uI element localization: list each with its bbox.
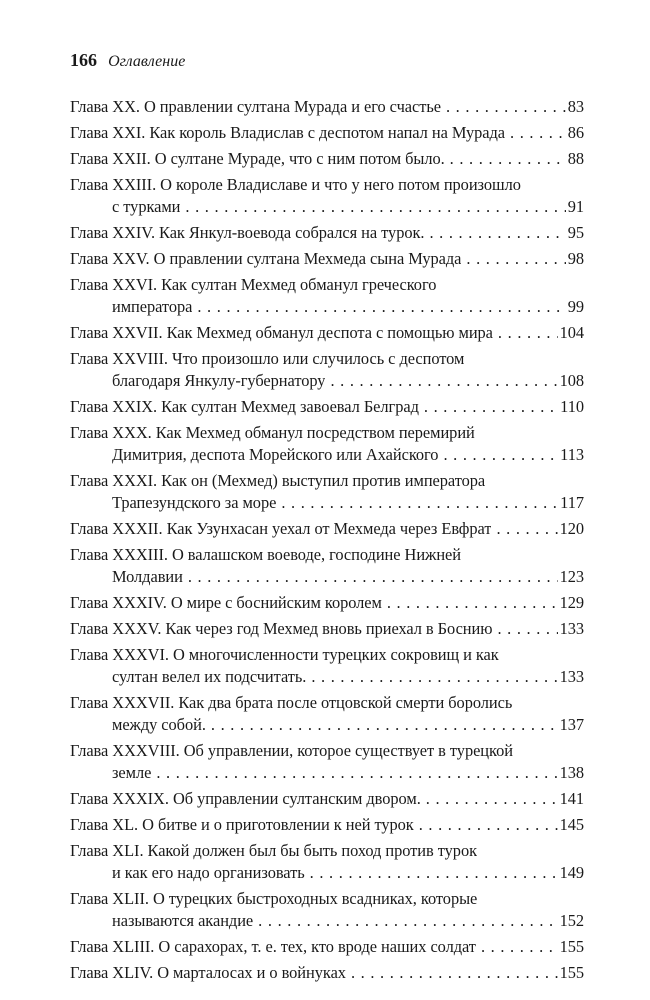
toc-entry-title-line xyxy=(70,644,584,666)
toc-entry-page-number: 155 xyxy=(559,963,584,982)
page-header xyxy=(70,50,185,74)
toc-entry-text: Глава XXXIX. Об управлении султанским двором. xyxy=(70,789,421,808)
toc-entry-title-line xyxy=(70,122,584,144)
toc-entry xyxy=(70,148,584,170)
toc-entry-page-number: 110 xyxy=(560,397,584,416)
dot-leader xyxy=(281,492,558,514)
toc-entry-title-line xyxy=(70,740,584,762)
toc-entry-page-number: 137 xyxy=(559,715,584,734)
toc-entry-text: Глава XXVI. Как султан Мехмед обманул греческого xyxy=(70,275,437,294)
toc-entry-text: Глава XXXVII. Как два брата после отцовской смерти боролись xyxy=(70,693,513,712)
toc-entry-title-line xyxy=(70,96,584,118)
toc-entry-page-number: 120 xyxy=(559,519,584,538)
toc-entry-continuation-line xyxy=(70,296,584,318)
toc-entry xyxy=(70,618,584,640)
toc-entry-title-line xyxy=(70,222,584,244)
toc-entry-text: Глава XXVII. Как Мехмед обманул деспота с помощью мира xyxy=(70,323,493,342)
toc-entry-text: Глава XXVIII. Что произошло или случилось с деспотом xyxy=(70,349,465,368)
dot-leader xyxy=(310,862,558,884)
toc-entry-title-line xyxy=(70,248,584,270)
toc-entry-text: с турками xyxy=(112,197,181,216)
toc-entry-page-number: 149 xyxy=(559,863,584,882)
toc-entry xyxy=(70,840,584,884)
toc-entry xyxy=(70,544,584,588)
toc-entry-text: Глава XLI. Какой должен был бы быть поход против турок xyxy=(70,841,477,860)
toc-entry xyxy=(70,248,584,270)
toc-entry-page-number: 145 xyxy=(559,815,584,834)
toc-entry-page-number: 86 xyxy=(567,123,584,142)
toc-entry-page-number: 83 xyxy=(567,97,584,116)
toc-entry-continuation-line xyxy=(70,862,584,884)
toc-entry-title-line xyxy=(70,962,584,984)
dot-leader xyxy=(424,396,558,418)
toc-entry-page-number: 141 xyxy=(559,789,584,808)
dot-leader xyxy=(497,618,557,640)
toc-entry xyxy=(70,396,584,418)
toc-entry-continuation-line xyxy=(70,370,584,392)
dot-leader xyxy=(466,248,565,270)
toc-entry-continuation-line xyxy=(70,566,584,588)
toc-entry xyxy=(70,644,584,688)
toc-entry-text: благодаря Янкулу-губернатору xyxy=(112,371,326,390)
toc-entry xyxy=(70,96,584,118)
dot-leader xyxy=(211,714,558,736)
toc-entry xyxy=(70,814,584,836)
toc-entry xyxy=(70,274,584,318)
toc-entry-text: султан велел их подсчитать. xyxy=(112,667,307,686)
toc-entry-text: Глава XXV. О правлении султана Мехмеда сына Мурада xyxy=(70,249,462,268)
toc-entry-text: Глава XLIV. О марталосах и о войнуках xyxy=(70,963,346,982)
toc-entry-text: императора xyxy=(112,297,193,316)
toc-entry-continuation-line xyxy=(70,714,584,736)
toc-entry-title-line xyxy=(70,396,584,418)
dot-leader xyxy=(426,788,558,810)
toc-entry-text: Молдавии xyxy=(112,567,183,586)
toc-entry-title-line xyxy=(70,814,584,836)
toc-entry-text: Глава XXX. Как Мехмед обманул посредством перемирий xyxy=(70,423,475,442)
toc-entry-title-line xyxy=(70,618,584,640)
toc-entry-text: Глава XLIII. О сарахорах, т. е. тех, кто вроде наших солдат xyxy=(70,937,476,956)
toc-entry-title-line xyxy=(70,348,584,370)
toc-entry-text: и как его надо организовать xyxy=(112,863,305,882)
toc-entry-page-number: 133 xyxy=(559,667,584,686)
dot-leader xyxy=(351,962,558,984)
toc-entry xyxy=(70,322,584,344)
toc-entry xyxy=(70,740,584,784)
toc-entry-continuation-line xyxy=(70,492,584,514)
toc-entry-title-line xyxy=(70,888,584,910)
toc-entry-text: называются акандие xyxy=(112,911,254,930)
toc-entry xyxy=(70,422,584,466)
toc-entry-page-number: 104 xyxy=(559,323,584,342)
toc-entry-page-number: 129 xyxy=(559,593,584,612)
toc-entry-text: земле xyxy=(112,763,152,782)
dot-leader xyxy=(387,592,558,614)
toc-entry-title-line xyxy=(70,470,584,492)
dot-leader xyxy=(450,148,566,170)
dot-leader xyxy=(258,910,557,932)
toc-entry-page-number: 155 xyxy=(559,937,584,956)
toc-entry-continuation-line xyxy=(70,196,584,218)
toc-entry-page-number: 123 xyxy=(559,567,584,586)
toc-entry-text: между собой. xyxy=(112,715,206,734)
toc-entry-page-number: 98 xyxy=(567,249,584,268)
toc-entry-text: Димитрия, деспота Морейского или Ахайского xyxy=(112,445,439,464)
page-number: 166 xyxy=(70,50,97,70)
toc-entry-title-line xyxy=(70,518,584,540)
toc-entry-page-number: 95 xyxy=(567,223,584,242)
dot-leader xyxy=(481,936,558,958)
toc-entry-text: Глава XXXIV. О мире с боснийским королем xyxy=(70,593,382,612)
toc-entry-title-line xyxy=(70,936,584,958)
dot-leader xyxy=(185,196,565,218)
dot-leader xyxy=(498,322,558,344)
dot-leader xyxy=(311,666,557,688)
dot-leader xyxy=(429,222,565,244)
table-of-contents xyxy=(70,96,584,988)
toc-entry-continuation-line xyxy=(70,910,584,932)
toc-entry-continuation-line xyxy=(70,444,584,466)
toc-entry-page-number: 88 xyxy=(567,149,584,168)
toc-entry-page-number: 117 xyxy=(560,493,584,512)
toc-entry-title-line xyxy=(70,840,584,862)
toc-entry-title-line xyxy=(70,322,584,344)
toc-entry-title-line xyxy=(70,174,584,196)
toc-entry-title-line xyxy=(70,692,584,714)
dot-leader xyxy=(330,370,557,392)
toc-entry xyxy=(70,122,584,144)
toc-entry-text: Глава XXXV. Как через год Мехмед вновь приехал в Боснию xyxy=(70,619,493,638)
running-title: Оглавление xyxy=(108,53,186,70)
toc-entry-title-line xyxy=(70,274,584,296)
toc-entry xyxy=(70,592,584,614)
dot-leader xyxy=(496,518,557,540)
toc-entry-title-line xyxy=(70,788,584,810)
toc-entry xyxy=(70,788,584,810)
dot-leader xyxy=(156,762,557,784)
toc-entry-text: Глава XXII. О султане Мураде, что с ним потом было. xyxy=(70,149,445,168)
toc-entry-title-line xyxy=(70,148,584,170)
dot-leader xyxy=(510,122,566,144)
dot-leader xyxy=(188,566,558,588)
toc-entry-text: Глава XX. О правлении султана Мурада и его счастье xyxy=(70,97,441,116)
toc-entry xyxy=(70,470,584,514)
toc-entry xyxy=(70,962,584,984)
dot-leader xyxy=(197,296,565,318)
toc-entry xyxy=(70,888,584,932)
dot-leader xyxy=(443,444,558,466)
toc-entry xyxy=(70,692,584,736)
toc-entry-text: Глава XXXIII. О валашском воеводе, господине Нижней xyxy=(70,545,461,564)
toc-entry-text: Глава XXIII. О короле Владиславе и что у него потом произошло xyxy=(70,175,521,194)
toc-entry xyxy=(70,518,584,540)
toc-entry-page-number: 133 xyxy=(559,619,584,638)
toc-entry xyxy=(70,174,584,218)
toc-entry-title-line xyxy=(70,592,584,614)
toc-entry xyxy=(70,222,584,244)
toc-entry-text: Глава XXXVIII. Об управлении, которое существует в турецкой xyxy=(70,741,513,760)
dot-leader xyxy=(419,814,558,836)
toc-entry-page-number: 152 xyxy=(559,911,584,930)
toc-entry-text: Глава XXXI. Как он (Мехмед) выступил против императора xyxy=(70,471,486,490)
toc-entry-text: Глава XXXVI. О многочисленности турецких сокровищ и как xyxy=(70,645,499,664)
toc-entry-text: Трапезундского за море xyxy=(112,493,277,512)
toc-entry-text: Глава XXIX. Как султан Мехмед завоевал Белград xyxy=(70,397,419,416)
toc-entry-page-number: 108 xyxy=(559,371,584,390)
toc-entry-page-number: 113 xyxy=(560,445,584,464)
dot-leader xyxy=(446,96,566,118)
toc-entry-text: Глава XXXII. Как Узунхасан уехал от Мехмеда через Евфрат xyxy=(70,519,492,538)
toc-entry-title-line xyxy=(70,422,584,444)
toc-entry-text: Глава XXIV. Как Янкул-воевода собрался на турок. xyxy=(70,223,425,242)
toc-entry-page-number: 91 xyxy=(567,197,584,216)
toc-entry-continuation-line xyxy=(70,762,584,784)
toc-entry-page-number: 138 xyxy=(559,763,584,782)
toc-entry-text: Глава XLII. О турецких быстроходных всадниках, которые xyxy=(70,889,478,908)
toc-entry xyxy=(70,348,584,392)
toc-entry-text: Глава XXI. Как король Владислав с деспотом напал на Мурада xyxy=(70,123,505,142)
toc-entry-continuation-line xyxy=(70,666,584,688)
toc-entry-text: Глава XL. О битве и о приготовлении к ней турок xyxy=(70,815,414,834)
toc-entry xyxy=(70,936,584,958)
toc-entry-page-number: 99 xyxy=(567,297,584,316)
toc-entry-title-line xyxy=(70,544,584,566)
